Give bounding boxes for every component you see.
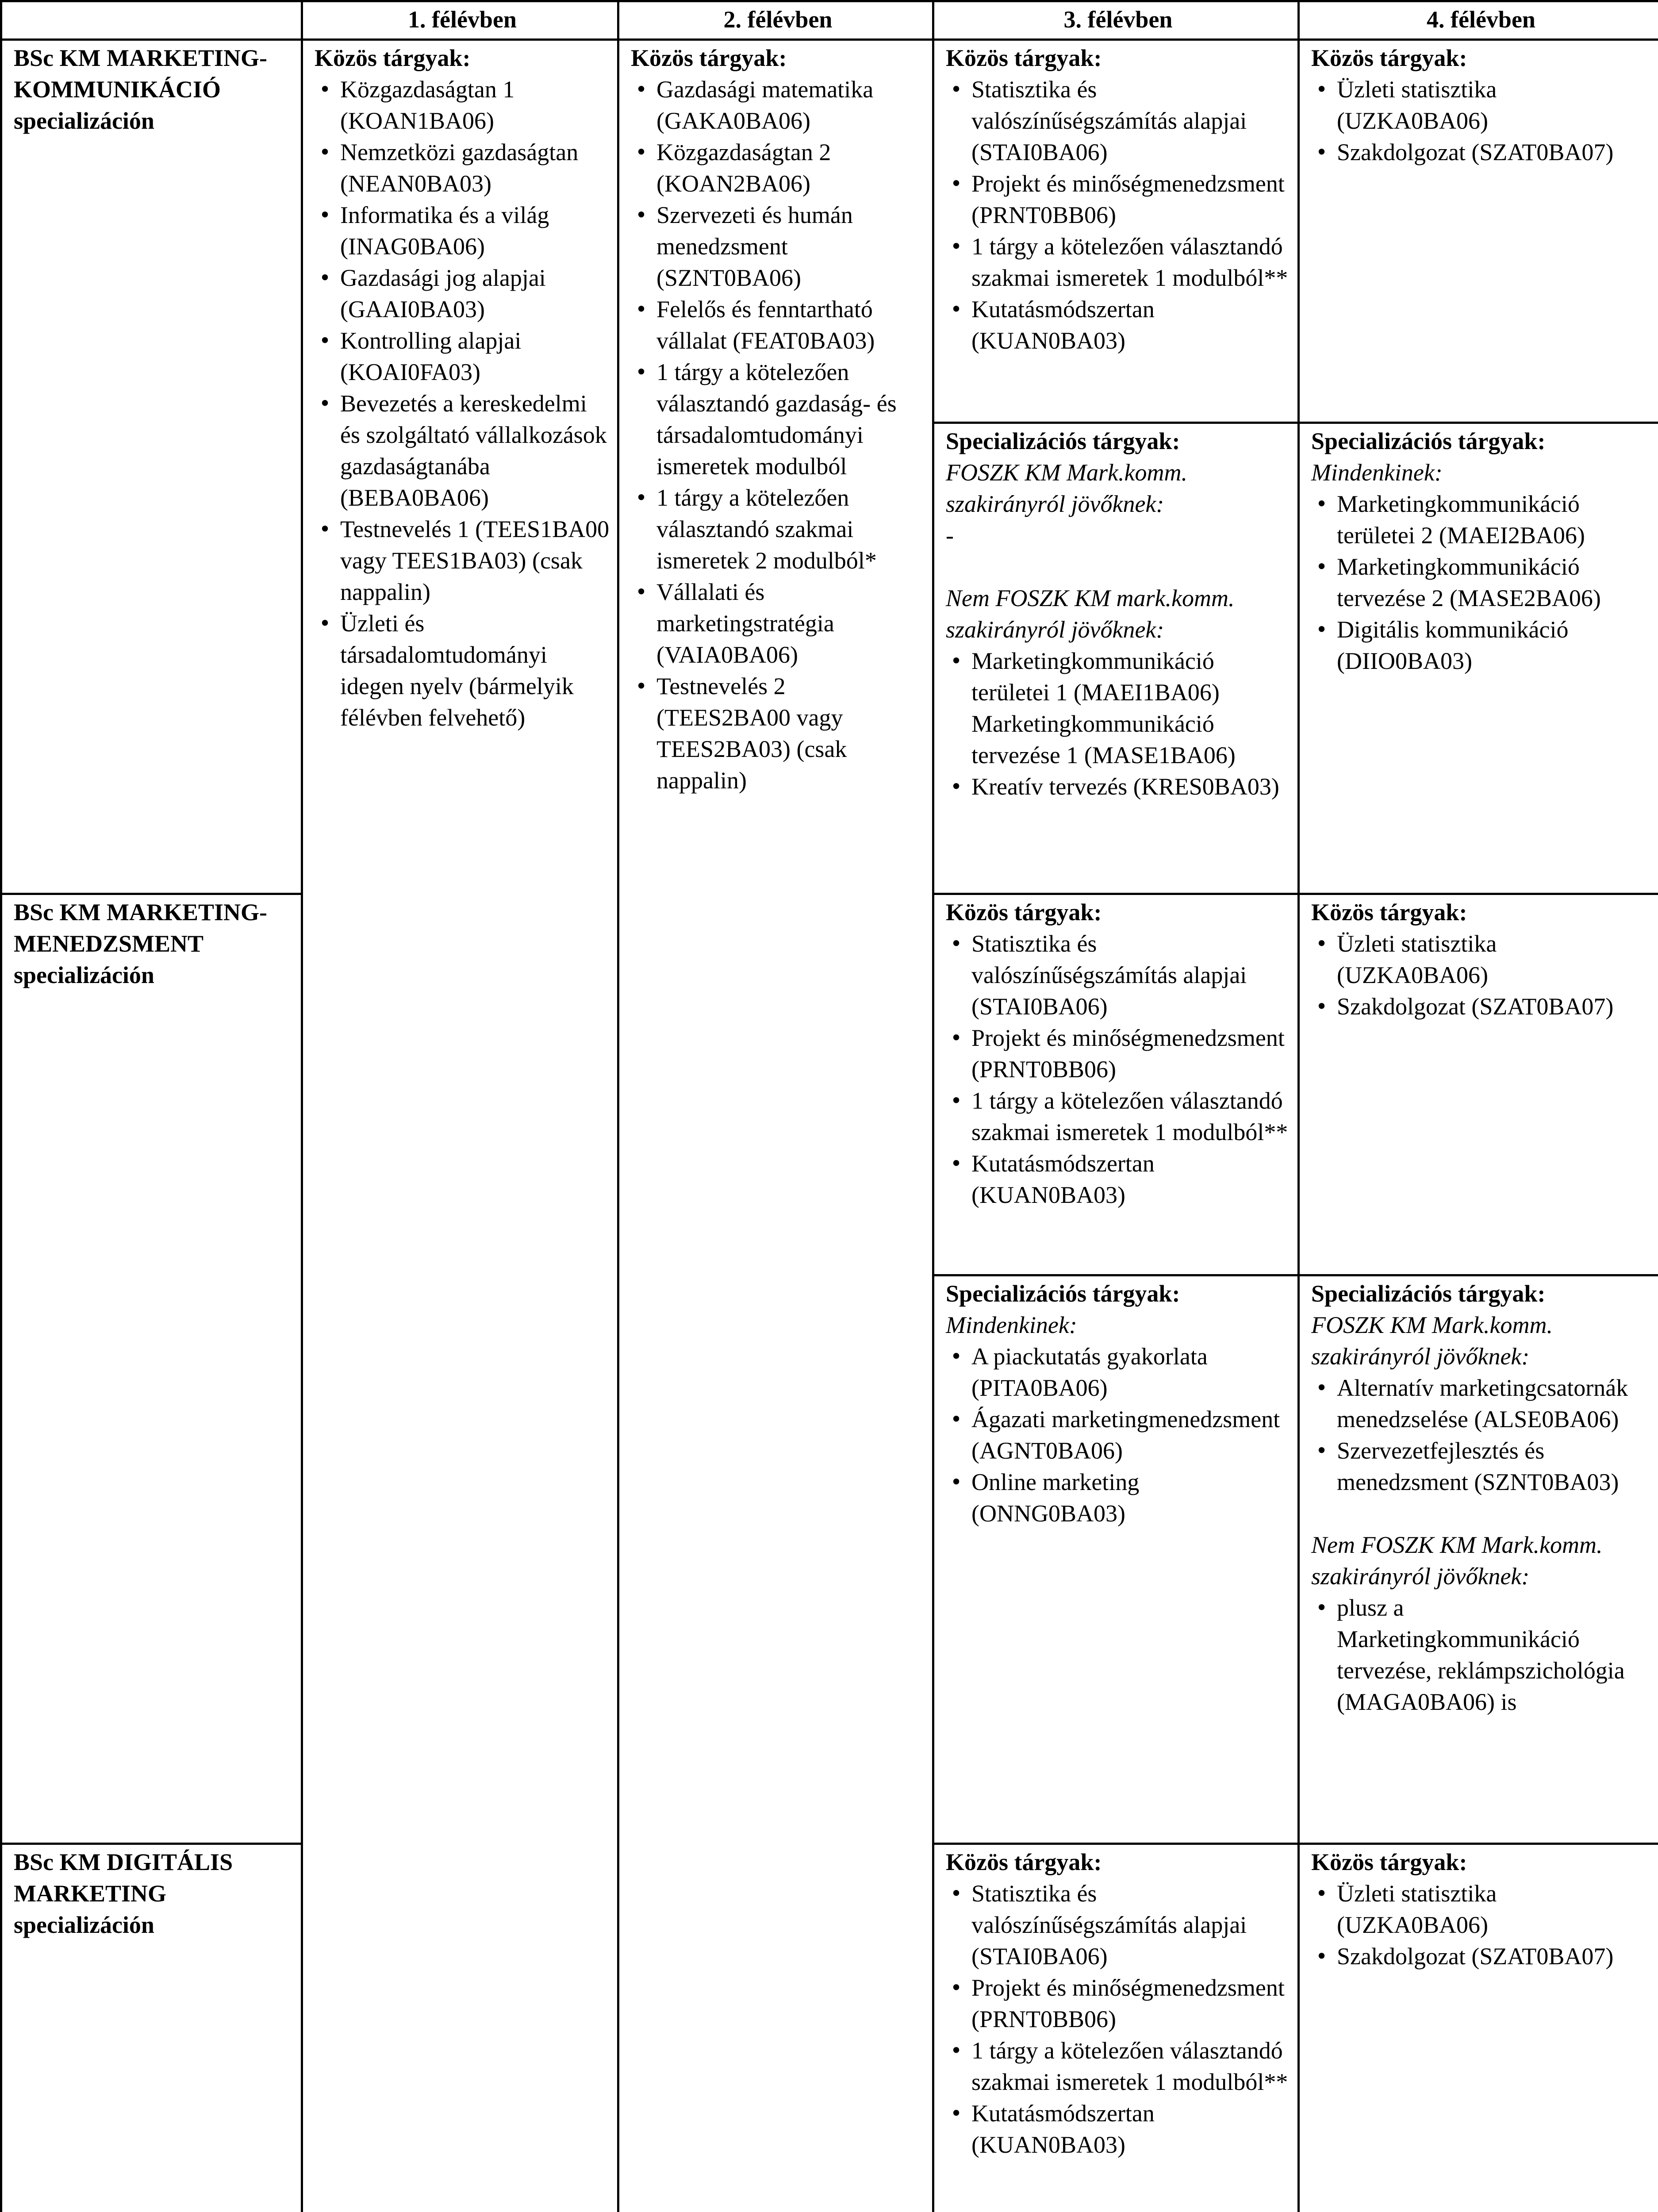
subject-item: • Gazdasági jog alapjai (GAAI0BA03): [315, 262, 610, 325]
subject-item: • Közgazdaságtan 2 (KOAN2BA06): [631, 137, 925, 200]
subject-item: • Üzleti statisztika (UZKA0BA06): [1311, 1878, 1651, 1941]
mk-sem4-common-title: Közös tárgyak:: [1311, 45, 1467, 71]
empty-corner-cell: [1, 1, 302, 40]
everyone-note: Mindenkinek:: [946, 1312, 1077, 1338]
subject-item: • Szakdolgozat (SZAT0BA07): [1311, 1941, 1651, 1972]
subject-item: • Szervezeti és humán menedzsment (SZNT0BA06): [631, 200, 925, 294]
subject-item: • Kutatásmódszertan (KUAN0BA03): [946, 294, 1290, 357]
subject-item: • A piackutatás gyakorlata (PITA0BA06): [946, 1341, 1290, 1404]
semester-header-row: [1, 1, 1658, 40]
mk-sem4-spec-cell: [1299, 423, 1658, 894]
subject-item: • Statisztika és valószínűségszámítás alapjai (STAI0BA06): [946, 928, 1290, 1022]
dm-sem4-common-title: Közös tárgyak:: [1311, 1849, 1467, 1875]
subject-item: • Projekt és minőségmenedzsment (PRNT0BB06): [946, 1972, 1290, 2035]
subject-item: • 1 tárgy a kötelezően választandó szakmai ismeretek 1 modulból**: [946, 1085, 1290, 1148]
spacer: [946, 551, 1290, 583]
subject-item: • Kutatásmódszertan (KUAN0BA03): [946, 2098, 1290, 2161]
mm-sem3-spec-list: [946, 1341, 1290, 1529]
subject-item: • Ágazati marketingmenedzsment (AGNT0BA06): [946, 1404, 1290, 1467]
sem1-title: Közös tárgyak:: [315, 45, 471, 71]
subject-item: • 1 tárgy a kötelezően választandó gazdaság- és társadalomtudományi ismeretek modulból: [631, 357, 925, 482]
subject-item: • Üzleti statisztika (UZKA0BA06): [1311, 74, 1651, 137]
subject-item: • Szakdolgozat (SZAT0BA07): [1311, 137, 1651, 168]
subject-item: • Testnevelés 1 (TEES1BA00 vagy TEES1BA03) (csak nappalin): [315, 514, 610, 608]
subject-item: • 1 tárgy a kötelezően választandó szakmai ismeretek 2 modulból*: [631, 482, 925, 576]
sem2-subject-list: [631, 74, 925, 796]
semester-2-header: 2. félévben: [618, 1, 933, 40]
mk-sem3-common-title: Közös tárgyak:: [946, 45, 1102, 71]
subject-item: • Üzleti statisztika (UZKA0BA06): [1311, 928, 1651, 991]
subject-item: • Felelős és fenntartható vállalat (FEAT0BA03): [631, 294, 925, 357]
spec-marketing-menedzsment: BSc KM MARKETING-MENEDZSMENT specializáción: [1, 894, 302, 1844]
subject-item: • Statisztika és valószínűségszámítás alapjai (STAI0BA06): [946, 1878, 1290, 1972]
subject-item: • Online marketing (ONNG0BA03): [946, 1467, 1290, 1529]
subject-item: • Digitális kommunikáció (DIIO0BA03): [1311, 614, 1651, 677]
mk-sem4-spec-title: Specializációs tárgyak:: [1311, 428, 1546, 454]
dm-sem4-common-list: [1311, 1878, 1651, 1972]
subject-item: • Alternatív marketingcsatornák menedzselése (ALSE0BA06): [1311, 1372, 1651, 1435]
sem2-title: Közös tárgyak:: [631, 45, 787, 71]
semester-1-common-cell: [302, 40, 618, 2212]
nem-foszk-note: Nem FOSZK KM Mark.komm. szakirányról jövőknek:: [1311, 1532, 1603, 1590]
foszk-none-value: -: [946, 522, 954, 549]
mk-sem4-spec-list: [1311, 488, 1651, 677]
mm-sem3-common-list: [946, 928, 1290, 1211]
mm-sem4-foszk-list: [1311, 1372, 1651, 1498]
subject-item: • Szakdolgozat (SZAT0BA07): [1311, 991, 1651, 1022]
subject-item: • Marketingkommunikáció területei 2 (MAEI2BA06): [1311, 488, 1651, 551]
subject-item: • Bevezetés a kereskedelmi és szolgáltató vállalkozások gazdaságtanába (BEBA0BA06): [315, 388, 610, 514]
semester-1-header: 1. félévben: [302, 1, 618, 40]
mk-sem3-common-list: [946, 74, 1290, 357]
subject-item: • Üzleti és társadalomtudományi idegen nyelv (bármelyik félévben felvehető): [315, 608, 610, 733]
subject-item: • Gazdasági matematika (GAKA0BA06): [631, 74, 925, 137]
subject-item: • Statisztika és valószínűségszámítás alapjai (STAI0BA06): [946, 74, 1290, 168]
subject-item: • Informatika és a világ (INAG0BA06): [315, 200, 610, 262]
mk-sem4-common-cell: [1299, 40, 1658, 423]
mm-sem4-common-cell: [1299, 894, 1658, 1275]
mm-sem3-spec-title: Specializációs tárgyak:: [946, 1280, 1180, 1307]
dm-sem4-common-cell: [1299, 1844, 1658, 2212]
spec-digitalis-marketing: BSc KM DIGITÁLIS MARKETING specializáción: [1, 1844, 302, 2212]
subject-item: • Projekt és minőségmenedzsment (PRNT0BB06): [946, 168, 1290, 231]
subject-item: • Közgazdaságtan 1 (KOAN1BA06): [315, 74, 610, 137]
mm-sem4-spec-cell: [1299, 1275, 1658, 1844]
subject-item: • 1 tárgy a kötelezően választandó szakmai ismeretek 1 modulból**: [946, 231, 1290, 294]
dm-sem3-common-cell: [933, 1844, 1299, 2212]
subject-item: • plusz a Marketingkommunikáció tervezése, reklámpszichológia (MAGA0BA06) is: [1311, 1592, 1651, 1718]
mk-common-row: [1, 40, 1658, 423]
subject-item: • Marketingkommunikáció tervezése 2 (MASE2BA06): [1311, 551, 1651, 614]
mm-sem3-common-cell: [933, 894, 1299, 1275]
mk-sem3-common-cell: [933, 40, 1299, 423]
nem-foszk-note: Nem FOSZK KM mark.komm. szakirányról jövőknek:: [946, 585, 1235, 643]
mk-sem3-spec-cell: [933, 423, 1299, 894]
semester-4-header: 4. félévben: [1299, 1, 1658, 40]
subject-item: • Testnevelés 2 (TEES2BA00 vagy TEES2BA03) (csak nappalin): [631, 671, 925, 796]
everyone-note: Mindenkinek:: [1311, 459, 1443, 486]
spacer: [1311, 1498, 1651, 1529]
subject-item: • Vállalati és marketingstratégia (VAIA0BA06): [631, 576, 925, 671]
subject-item: • Marketingkommunikáció területei 1 (MAEI1BA06) Marketingkommunikáció tervezése 1 (MASE1BA06): [946, 645, 1290, 771]
subject-item: • Nemzetközi gazdaságtan (NEAN0BA03): [315, 137, 610, 200]
subject-item: • Projekt és minőségmenedzsment (PRNT0BB06): [946, 1022, 1290, 1085]
mm-sem3-spec-cell: [933, 1275, 1299, 1844]
dm-sem3-common-list: [946, 1878, 1290, 2161]
mk-sem4-common-list: [1311, 74, 1651, 168]
dm-sem3-common-title: Közös tárgyak:: [946, 1849, 1102, 1875]
mm-sem3-common-title: Közös tárgyak:: [946, 899, 1102, 926]
mm-sem4-common-title: Közös tárgyak:: [1311, 899, 1467, 926]
spec-marketing-kommunikacio: BSc KM MARKETING-KOMMUNIKÁCIÓ specializáción: [1, 40, 302, 894]
mm-sem4-spec-title: Specializációs tárgyak:: [1311, 1280, 1546, 1307]
mm-sem4-nem-foszk-list: [1311, 1592, 1651, 1718]
sem1-subject-list: [315, 74, 610, 733]
semester-3-header: 3. félévben: [933, 1, 1299, 40]
mm-sem4-common-list: [1311, 928, 1651, 1022]
mk-sem3-spec-list: [946, 645, 1290, 803]
mk-sem3-spec-title: Specializációs tárgyak:: [946, 428, 1180, 454]
subject-item: • Kutatásmódszertan (KUAN0BA03): [946, 1148, 1290, 1211]
subject-item: • Kontrolling alapjai (KOAI0FA03): [315, 325, 610, 388]
subject-item: • 1 tárgy a kötelezően választandó szakmai ismeretek 1 modulból**: [946, 2035, 1290, 2098]
foszk-note: FOSZK KM Mark.komm. szakirányról jövőknek:: [1311, 1312, 1553, 1370]
foszk-note: FOSZK KM Mark.komm. szakirányról jövőknek:: [946, 459, 1187, 517]
semester-2-common-cell: [618, 40, 933, 2212]
subject-item: • Kreatív tervezés (KRES0BA03): [946, 771, 1290, 803]
subject-item: • Szervezetfejlesztés és menedzsment (SZNT0BA03): [1311, 1435, 1651, 1498]
